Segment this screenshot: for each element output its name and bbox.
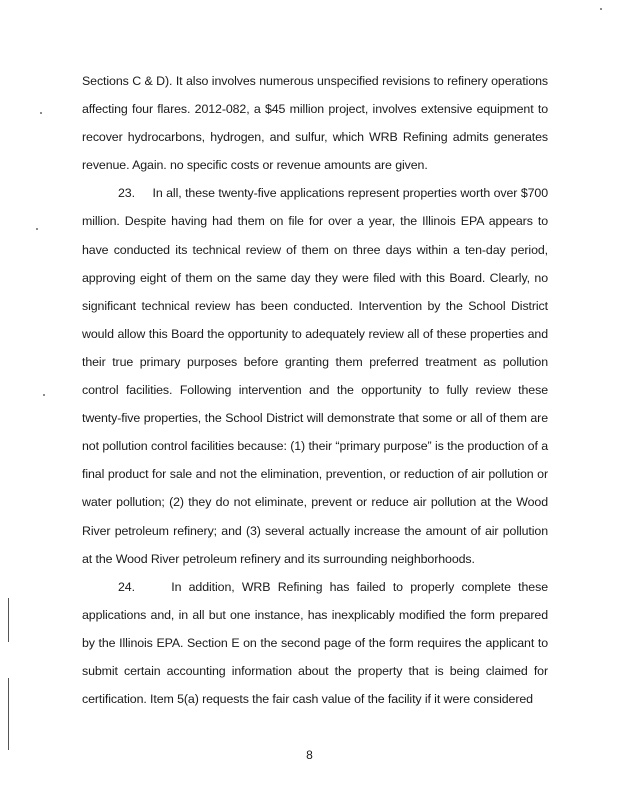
paragraph-24-text: In addition, WRB Refining has failed to properly complete these applications and, in all but one instance, has inexplicably modified the form prepared by the Illinois EPA. Section E on the second page of the form requires the applicant to submit certain accounting information about the property that is being claimed for certification. Item 5(a) requests the fair cash value of the facility if it were considered <box>82 579 548 707</box>
paragraph-24-number: 24. <box>118 579 135 594</box>
paragraph-23-text: In all, these twenty-five applications represent properties worth over $700 million. Despite having had them on file for over a year, the Illinois EPA appears to have conducted its technical review of them on three days within a ten-day period, approving eight of them on the same day they were filed with this Board. Clearly, no significant technical review has been conducted. Intervention by the School District would allow this Board the opportunity to adequately review all of these properties and their true primary purposes before granting them preferred treatment as pollution control facilities. Following intervention and the opportunity to fully review these twenty-five properties, the School District will demonstrate that some or all of them are not pollution control facilities because: (1) their “primary purpose” is the production of a final product for sale and not the elimination, prevention, or reduction of air pollution or water pollution; (2) they do not eliminate, prevent or reduce air pollution at the Wood River petroleum refinery; and (3) several actually increase the amount of air pollution at the Wood River petroleum refinery and its surrounding neighborhoods. <box>82 186 548 566</box>
document-body <box>82 67 548 713</box>
scan-speck <box>40 112 42 114</box>
continued-paragraph: Sections C & D). It also involves numerous unspecified revisions to refinery operations affecting four flares. 2012-082, a $45 million project, involves extensive equipment to recover hydrocarbons, hydrogen, and sulfur, which WRB Refining admits generates revenue. Again. no specific costs or revenue amounts are given. <box>82 74 548 173</box>
paragraph-23-number: 23. <box>118 186 135 201</box>
scan-speck <box>43 394 45 396</box>
paragraph-23 <box>82 179 548 572</box>
paragraph-24 <box>82 573 548 713</box>
scan-speck <box>600 8 602 10</box>
scan-speck <box>36 228 38 230</box>
scan-mark <box>8 678 9 750</box>
scan-mark <box>8 598 9 642</box>
page-number: 8 <box>306 748 313 762</box>
